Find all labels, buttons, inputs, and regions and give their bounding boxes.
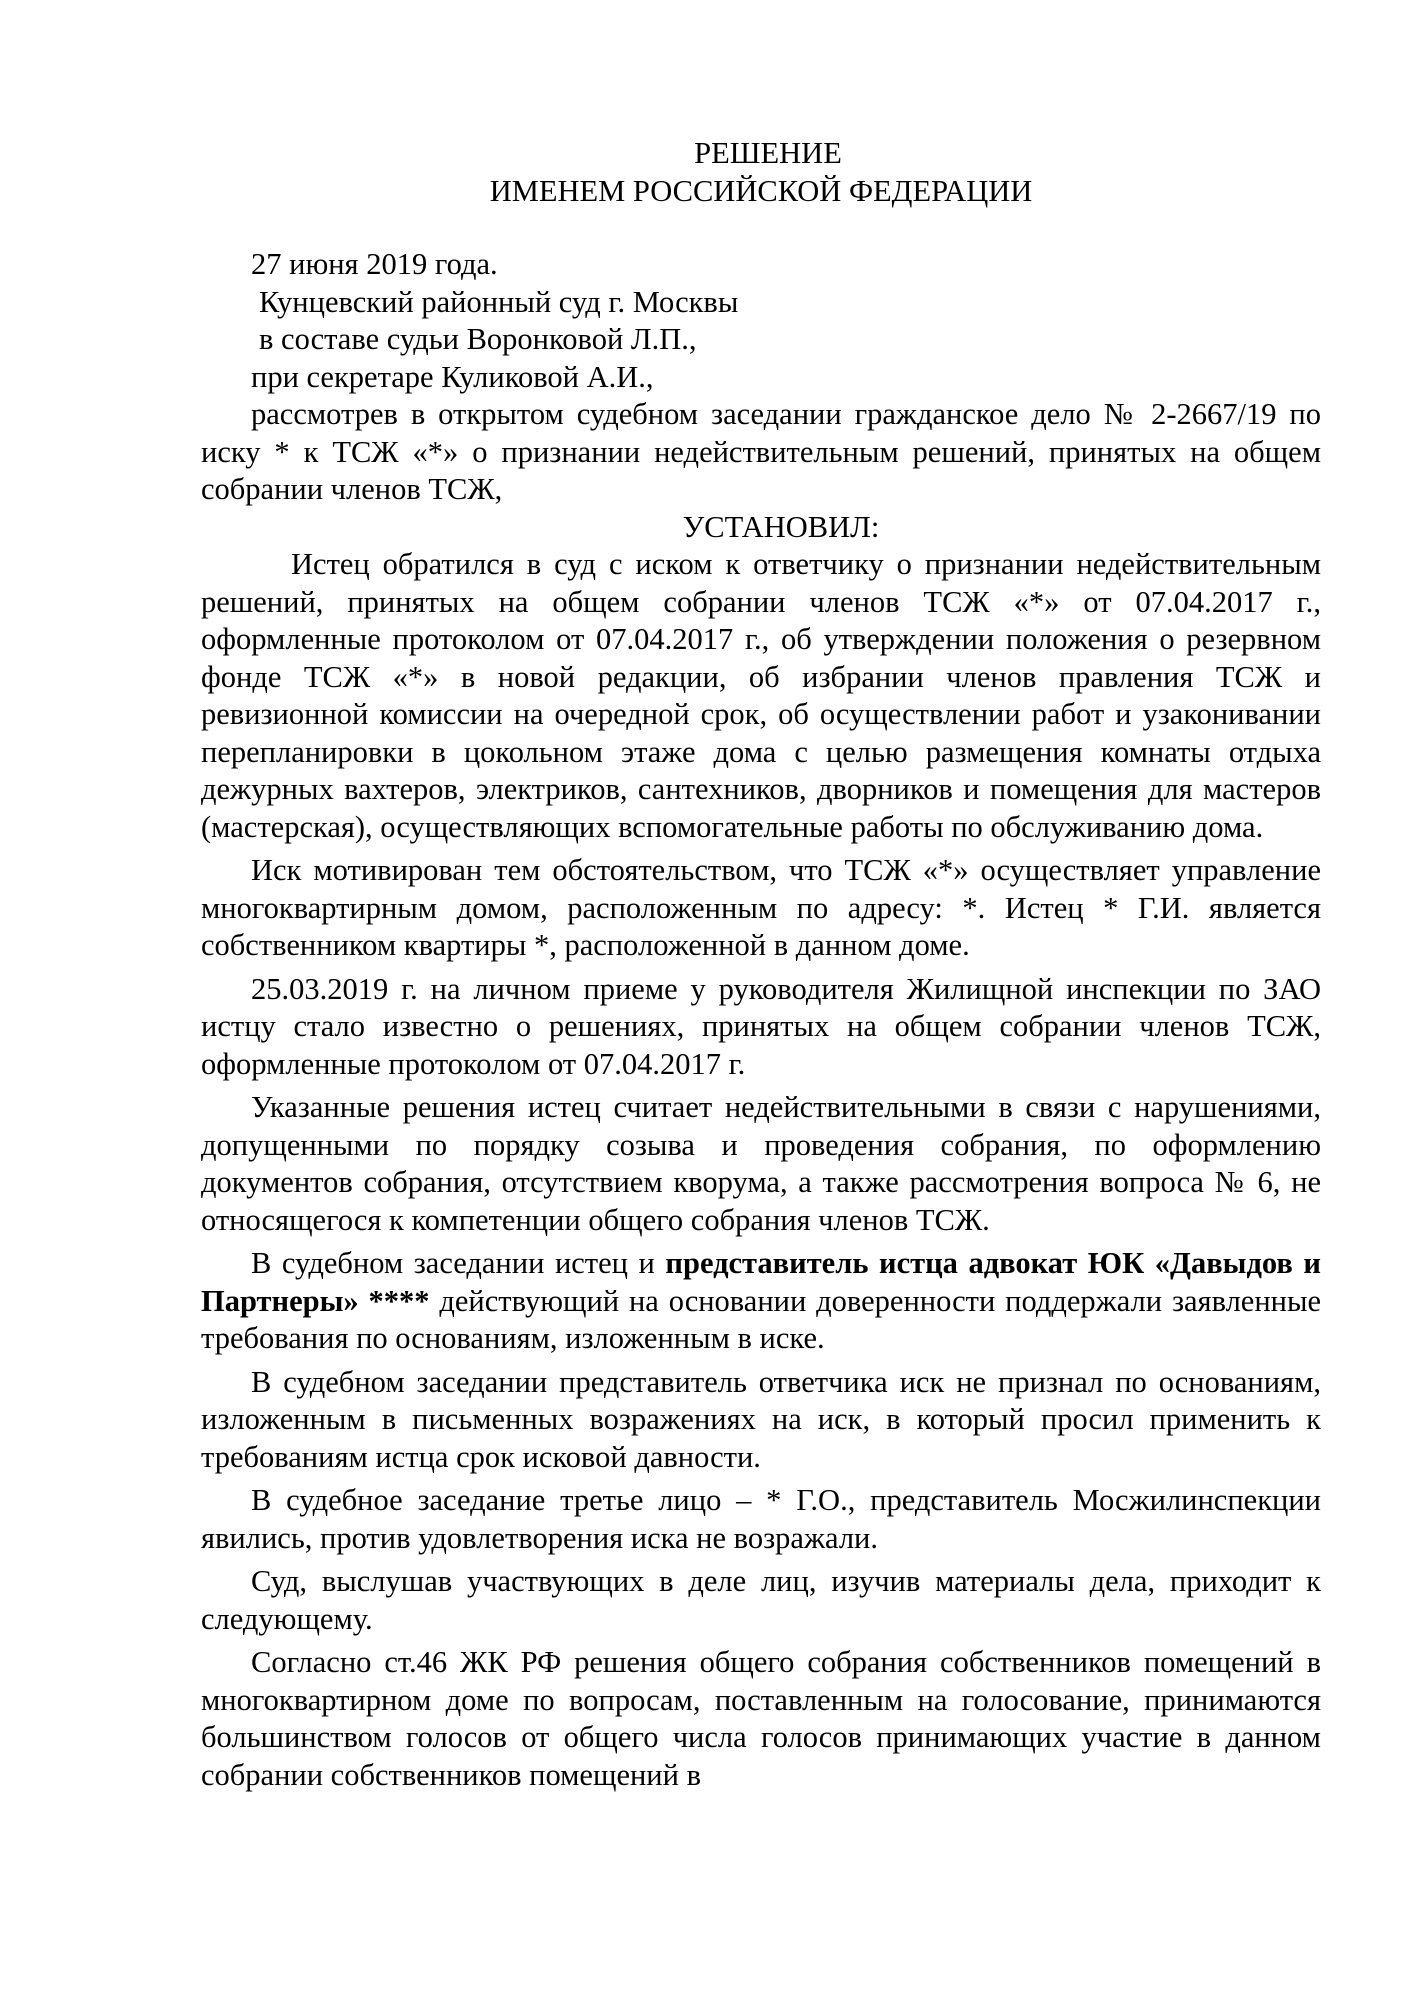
court-name: Кунцевский районный суд г. Москвы xyxy=(259,284,739,319)
document-heading xyxy=(201,135,1321,210)
paragraph-invalidity: Указанные решения истец считает недействительными в связи с нарушениями, допущенными по порядку созыва и проведения собрания, по оформлению документов собрания, отсутствием кворума, а также рассмотрения вопроса № 6, не относящегося к компетенции общего собрания членов ТСЖ. xyxy=(201,1090,1321,1237)
established-heading: УСТАНОВИЛ: xyxy=(682,509,880,544)
paragraph-hearing-plaintiff xyxy=(201,1245,1321,1358)
representative-name: представитель истца адвокат ЮК «Давыдов и Партнеры» **** xyxy=(201,1246,1321,1318)
paragraph-hearing-start: В судебном заседании истец и xyxy=(251,1246,666,1280)
paragraph-third-party: В судебное заседание третье лицо – * Г.О., представитель Мосжилинспекции явились, против удовлетворения иска не возражали. xyxy=(201,1483,1321,1555)
paragraph-hearing-end: действующий на основании доверенности поддержали заявленные требования по основаниям, изложенным в иске. xyxy=(201,1283,1321,1355)
paragraph-hearing-defendant: В судебном заседании представитель ответчика иск не признал по основаниям, изложенным в письменных возражениях на иск, в который просил применить к требованиям истца срок исковой давности. xyxy=(201,1364,1321,1474)
document-subtitle: ИМЕНЕМ РОССИЙСКОЙ ФЕДЕРАЦИИ xyxy=(489,173,1033,208)
court-secretary: при секретаре Куликовой А.И., xyxy=(251,359,654,394)
document-title: РЕШЕНИЕ xyxy=(694,136,842,170)
document-page xyxy=(201,135,1321,1794)
paragraph-claim: Истец обратился в суд с иском к ответчику о признании недействительным решений, принятых на общем собрании членов ТСЖ «*» от 07.04.2017 г., оформленные протоколом от 07.04.2017 г., об утверждении положения о резервном фонде ТСЖ «*» в новой редакции, об избрании членов правления ТСЖ и ревизионной комиссии на очередной срок, об осуществлении работ и узаконивании перепланировки в цокольном этаже дома с целью размещения комнаты отдыха дежурных вахтеров, электриков, сантехников, дворников и помещения для мастеров (мастерская), осуществляющих вспомогательные работы по обслуживанию дома. xyxy=(201,547,1321,844)
decision-date: 27 июня 2019 года. xyxy=(251,247,498,281)
paragraph-article-46: Согласно ст.46 ЖК РФ решения общего собрания собственников помещений в многоквартирном доме по вопросам, поставленным на голосование, принимаются большинством голосов от общего числа голосов принимающих участие в данном собрании собственников помещений в xyxy=(201,1645,1321,1792)
case-consideration: рассмотрев в открытом судебном заседании гражданское дело № 2-2667/19 по иску * к ТСЖ «*» о признании недействительным решений, принятых на общем собрании членов ТСЖ, xyxy=(201,397,1321,506)
paragraph-inspection: 25.03.2019 г. на личном приеме у руководителя Жилищной инспекции по ЗАО истцу стало известно о решениях, принятых на общем собрании членов ТСЖ, оформленные протоколом от 07.04.2017 г. xyxy=(201,971,1321,1081)
paragraph-court-finding: Суд, выслушав участвующих в деле лиц, изучив материалы дела, приходит к следующему. xyxy=(201,1564,1321,1636)
paragraph-motivation: Иск мотивирован тем обстоятельством, что ТСЖ «*» осуществляет управление многоквартирным домом, расположенным по адресу: *. Истец * Г.И. является собственником квартиры *, расположенной в данном доме. xyxy=(201,853,1321,962)
court-composition: в составе судьи Воронковой Л.П., xyxy=(259,322,697,356)
